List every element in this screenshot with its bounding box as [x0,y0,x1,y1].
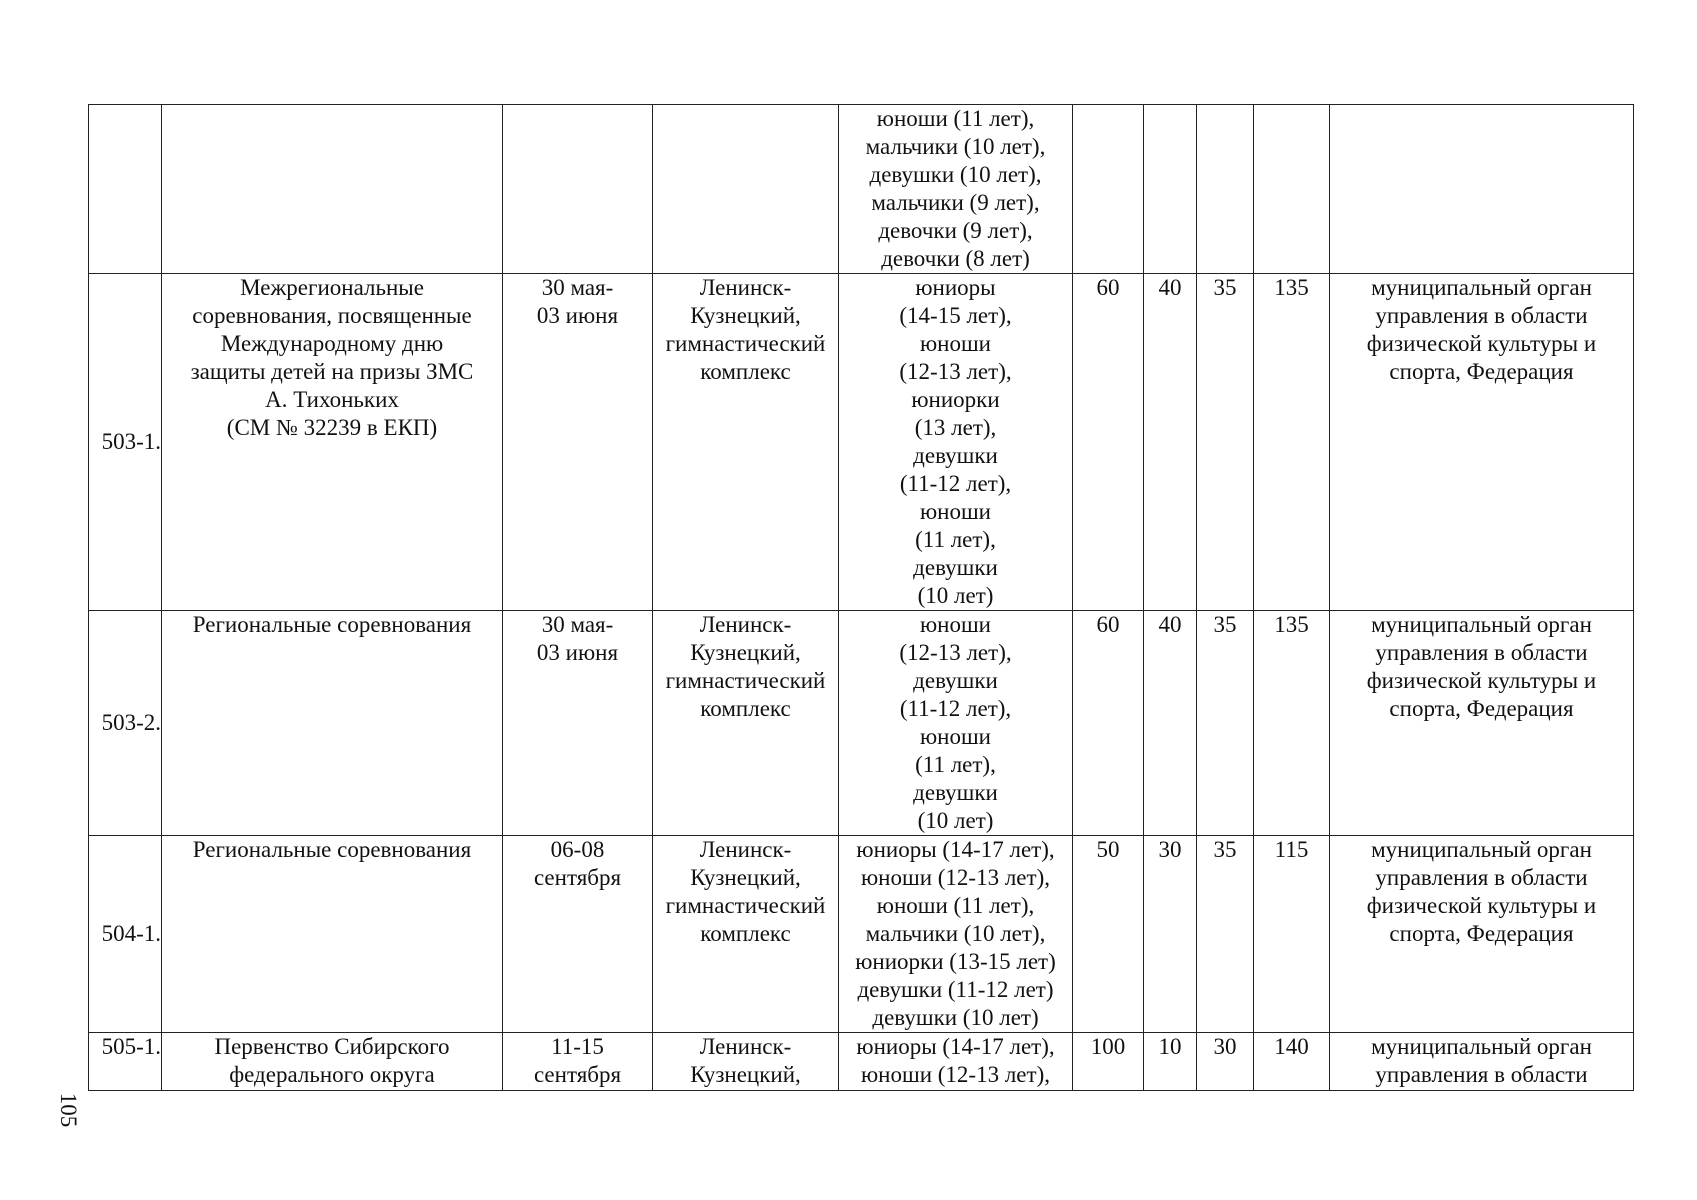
count-cell-2: 40 [1144,611,1197,836]
count-cell-2 [1144,105,1197,274]
count-cell-3: 35 [1197,836,1254,1033]
count-cell-1: 60 [1073,611,1144,836]
total-cell [1254,105,1330,274]
total-cell: 115 [1254,836,1330,1033]
table-row [89,1033,1634,1091]
event-place-cell: Ленинск- Кузнецкий, гимнастический комплекс [653,611,839,836]
event-dates-cell: 30 мая- 03 июня [503,274,653,611]
age-groups-cell: юниоры (14-17 лет), юноши (12-13 лет), [839,1033,1073,1091]
count-cell-2: 30 [1144,836,1197,1033]
count-cell-1: 50 [1073,836,1144,1033]
count-cell-3: 30 [1197,1033,1254,1091]
age-groups-cell: юноши (12-13 лет), девушки (11-12 лет), юноши (11 лет), девушки (10 лет) [839,611,1073,836]
event-dates-cell: 30 мая- 03 июня [503,611,653,836]
event-place-cell [653,105,839,274]
count-cell-2: 40 [1144,274,1197,611]
event-dates-cell [503,105,653,274]
count-cell-1: 60 [1073,274,1144,611]
event-name-cell: Региональные соревнования [162,611,503,836]
event-number-cell: 503-1. [89,274,162,611]
table-row [89,611,1634,836]
organizer-cell [1330,105,1634,274]
event-dates-cell: 11-15 сентября [503,1033,653,1091]
age-groups-cell: юниоры (14-17 лет), юноши (12-13 лет), юноши (11 лет), мальчики (10 лет), юниорки (13-15 лет) девушки (11-12 лет) девушки (10 лет) [839,836,1073,1033]
organizer-cell: муниципальный орган управления в области [1330,1033,1634,1091]
table-row [89,105,1634,274]
total-cell: 135 [1254,611,1330,836]
event-place-cell: Ленинск- Кузнецкий, гимнастический комплекс [653,836,839,1033]
count-cell-3 [1197,105,1254,274]
event-number-cell: 505-1. [89,1033,162,1091]
count-cell-1 [1073,105,1144,274]
event-number-cell: 503-2. [89,611,162,836]
event-dates-cell: 06-08 сентября [503,836,653,1033]
event-place-cell: Ленинск- Кузнецкий, [653,1033,839,1091]
organizer-cell: муниципальный орган управления в области физической культуры и спорта, Федерация [1330,274,1634,611]
organizer-cell: муниципальный орган управления в области физической культуры и спорта, Федерация [1330,611,1634,836]
schedule-table [88,104,1634,1091]
count-cell-2: 10 [1144,1033,1197,1091]
event-name-cell: Первенство Сибирского федерального округа [162,1033,503,1091]
event-place-cell: Ленинск- Кузнецкий, гимнастический комплекс [653,274,839,611]
event-name-cell [162,105,503,274]
count-cell-1: 100 [1073,1033,1144,1091]
count-cell-3: 35 [1197,611,1254,836]
organizer-cell: муниципальный орган управления в области физической культуры и спорта, Федерация [1330,836,1634,1033]
event-number-cell: 504-1. [89,836,162,1033]
table-row [89,274,1634,611]
age-groups-cell: юноши (11 лет), мальчики (10 лет), девушки (10 лет), мальчики (9 лет), девочки (9 лет), девочки (8 лет) [839,105,1073,274]
table-row [89,836,1634,1033]
total-cell: 135 [1254,274,1330,611]
event-name-cell: Межрегиональные соревнования, посвященные Международному дню защиты детей на призы ЗМС А. Тихоньких (СМ № 32239 в ЕКП) [162,274,503,611]
count-cell-3: 35 [1197,274,1254,611]
event-number-cell [89,105,162,274]
age-groups-cell: юниоры (14-15 лет), юноши (12-13 лет), юниорки (13 лет), девушки (11-12 лет), юноши (11 лет), девушки (10 лет) [839,274,1073,611]
total-cell: 140 [1254,1033,1330,1091]
event-name-cell: Региональные соревнования [162,836,503,1033]
page-number: 105 [56,1092,81,1128]
